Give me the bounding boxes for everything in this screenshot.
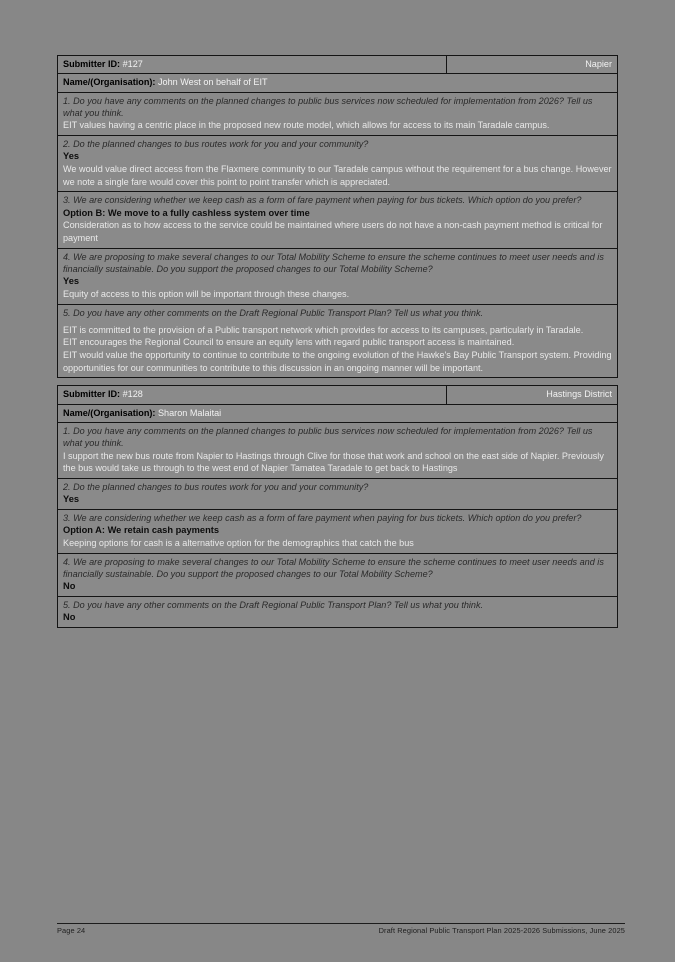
question-text: 5. Do you have any other comments on the Draft Regional Public Transport Plan? Tell us what you think.	[63, 599, 484, 610]
response-cell	[58, 92, 618, 135]
answer-text: EIT encourages the Regional Council to ensure an equity lens with regard public transport access is maintained.	[63, 337, 515, 348]
question-text: 2. Do the planned changes to bus routes work for you and your community?	[63, 139, 369, 149]
response-row	[58, 509, 618, 553]
answer-text: We would value direct access from the Flaxmere community to our Taradale campus without the requirement for a bus change. However we note a single fare would cover this point to point transfer which is appreciated.	[63, 164, 612, 187]
submitter-name-row	[58, 404, 618, 422]
answer-text: EIT would value the opportunity to continue to contribute to the ongoing evolution of the Hawke's Bay Public Transport system. Providing opportunities for our communities to contribute to this discussion in an ongoing manner will be important.	[63, 350, 612, 373]
submission-spacer	[57, 378, 618, 385]
response-cell	[58, 478, 618, 509]
name-organisation-value: Sharon Malaitai	[155, 407, 222, 418]
answer-selection: Yes	[63, 151, 80, 162]
response-row	[58, 136, 618, 192]
submitter-id-cell	[58, 386, 447, 404]
question-text: 5. Do you have any other comments on the Draft Regional Public Transport Plan? Tell us what you think.	[63, 307, 484, 318]
answer-text: Keeping options for cash is a alternative option for the demographics that catch the bus	[63, 538, 414, 548]
submitter-region-cell: Hastings District	[447, 386, 618, 404]
submitter-region-cell: Napier	[447, 56, 618, 74]
submission-table	[57, 385, 618, 628]
response-row	[58, 304, 618, 378]
answer-selection: Yes	[63, 276, 80, 287]
response-cell	[58, 304, 618, 378]
response-cell	[58, 423, 618, 479]
response-row	[58, 192, 618, 248]
answer-text: I support the new bus route from Napier to Hastings through Clive for those that work and school on the east side of Napier. Previously the bus would take us through to the west end of Napier Tamatea Taradale to get back to Hastings	[63, 450, 604, 474]
response-cell	[58, 553, 618, 596]
answer-selection: Option B: We move to a fully cashless system over time	[63, 207, 310, 218]
question-text: 1. Do you have any comments on the planned changes to public bus services now scheduled for implementation from 2026? Tell us what you think.	[63, 426, 593, 449]
submission-table	[57, 55, 618, 378]
response-row	[58, 423, 618, 479]
footer-document-title: Draft Regional Public Transport Plan 2025-2026 Submissions, June 2025	[378, 926, 625, 935]
submitter-id-value: #128	[120, 389, 143, 400]
response-cell	[58, 509, 618, 553]
answer-text: EIT values having a centric place in the proposed new route model, which allows for access to its main Taradale campus.	[63, 120, 550, 131]
submitter-name-row	[58, 74, 618, 92]
response-cell	[58, 192, 618, 248]
name-organisation-label: Name/(Organisation):	[63, 407, 156, 418]
submitter-id-row	[58, 56, 618, 74]
answer-text: EIT is committed to the provision of a Public transport network which provides for access to its campuses, particularly in Taradale.	[63, 324, 584, 335]
submitter-id-cell	[58, 56, 447, 74]
answer-selection: Yes	[63, 494, 80, 505]
submitter-id-row	[58, 386, 618, 404]
page-footer	[57, 923, 625, 935]
question-text: 4. We are proposing to make several changes to our Total Mobility Scheme to ensure the scheme continues to meet user needs and is financially sustainable. Do you support the proposed changes to our Total Mobility Scheme?	[63, 556, 604, 579]
response-row	[58, 478, 618, 509]
submitter-id-label: Submitter ID:	[63, 59, 121, 69]
submitter-id-value: #127	[120, 59, 143, 69]
submissions-root	[57, 55, 618, 628]
response-row	[58, 596, 618, 627]
submitter-name-cell	[58, 404, 618, 422]
answer-text: Consideration as to how access to the service could be maintained where users do not have a non-cash payment method is critical for payment	[63, 220, 603, 243]
response-cell	[58, 596, 618, 627]
question-text: 3. We are considering whether we keep cash as a form of fare payment when paying for bus tickets. Which option do you prefer?	[63, 195, 582, 206]
answer-selection: No	[63, 581, 76, 592]
answer-text: Equity of access to this option will be important through these changes.	[63, 288, 350, 299]
response-row	[58, 248, 618, 304]
submitter-name-cell	[58, 74, 618, 92]
answer-selection: No	[63, 612, 76, 623]
response-row	[58, 92, 618, 135]
name-organisation-value: John West on behalf of EIT	[155, 77, 268, 88]
submissions-container	[57, 55, 618, 628]
question-text: 2. Do the planned changes to bus routes work for you and your community?	[63, 481, 369, 492]
question-text: 1. Do you have any comments on the planned changes to public bus services now scheduled for implementation from 2026? Tell us what you think.	[63, 95, 593, 119]
response-row	[58, 553, 618, 596]
response-cell	[58, 136, 618, 192]
question-text: 3. We are considering whether we keep cash as a form of fare payment when paying for bus tickets. Which option do you prefer?	[63, 512, 582, 523]
name-organisation-label: Name/(Organisation):	[63, 77, 156, 88]
question-text: 4. We are proposing to make several changes to our Total Mobility Scheme to ensure the scheme continues to meet user needs and is financially sustainable. Do you support the proposed changes to our Total Mobility Scheme?	[63, 251, 604, 274]
answer-selection: Option A: We retain cash payments	[63, 525, 220, 536]
submitter-id-label: Submitter ID:	[63, 389, 121, 400]
response-cell	[58, 248, 618, 304]
footer-page-number: Page 24	[57, 926, 86, 935]
